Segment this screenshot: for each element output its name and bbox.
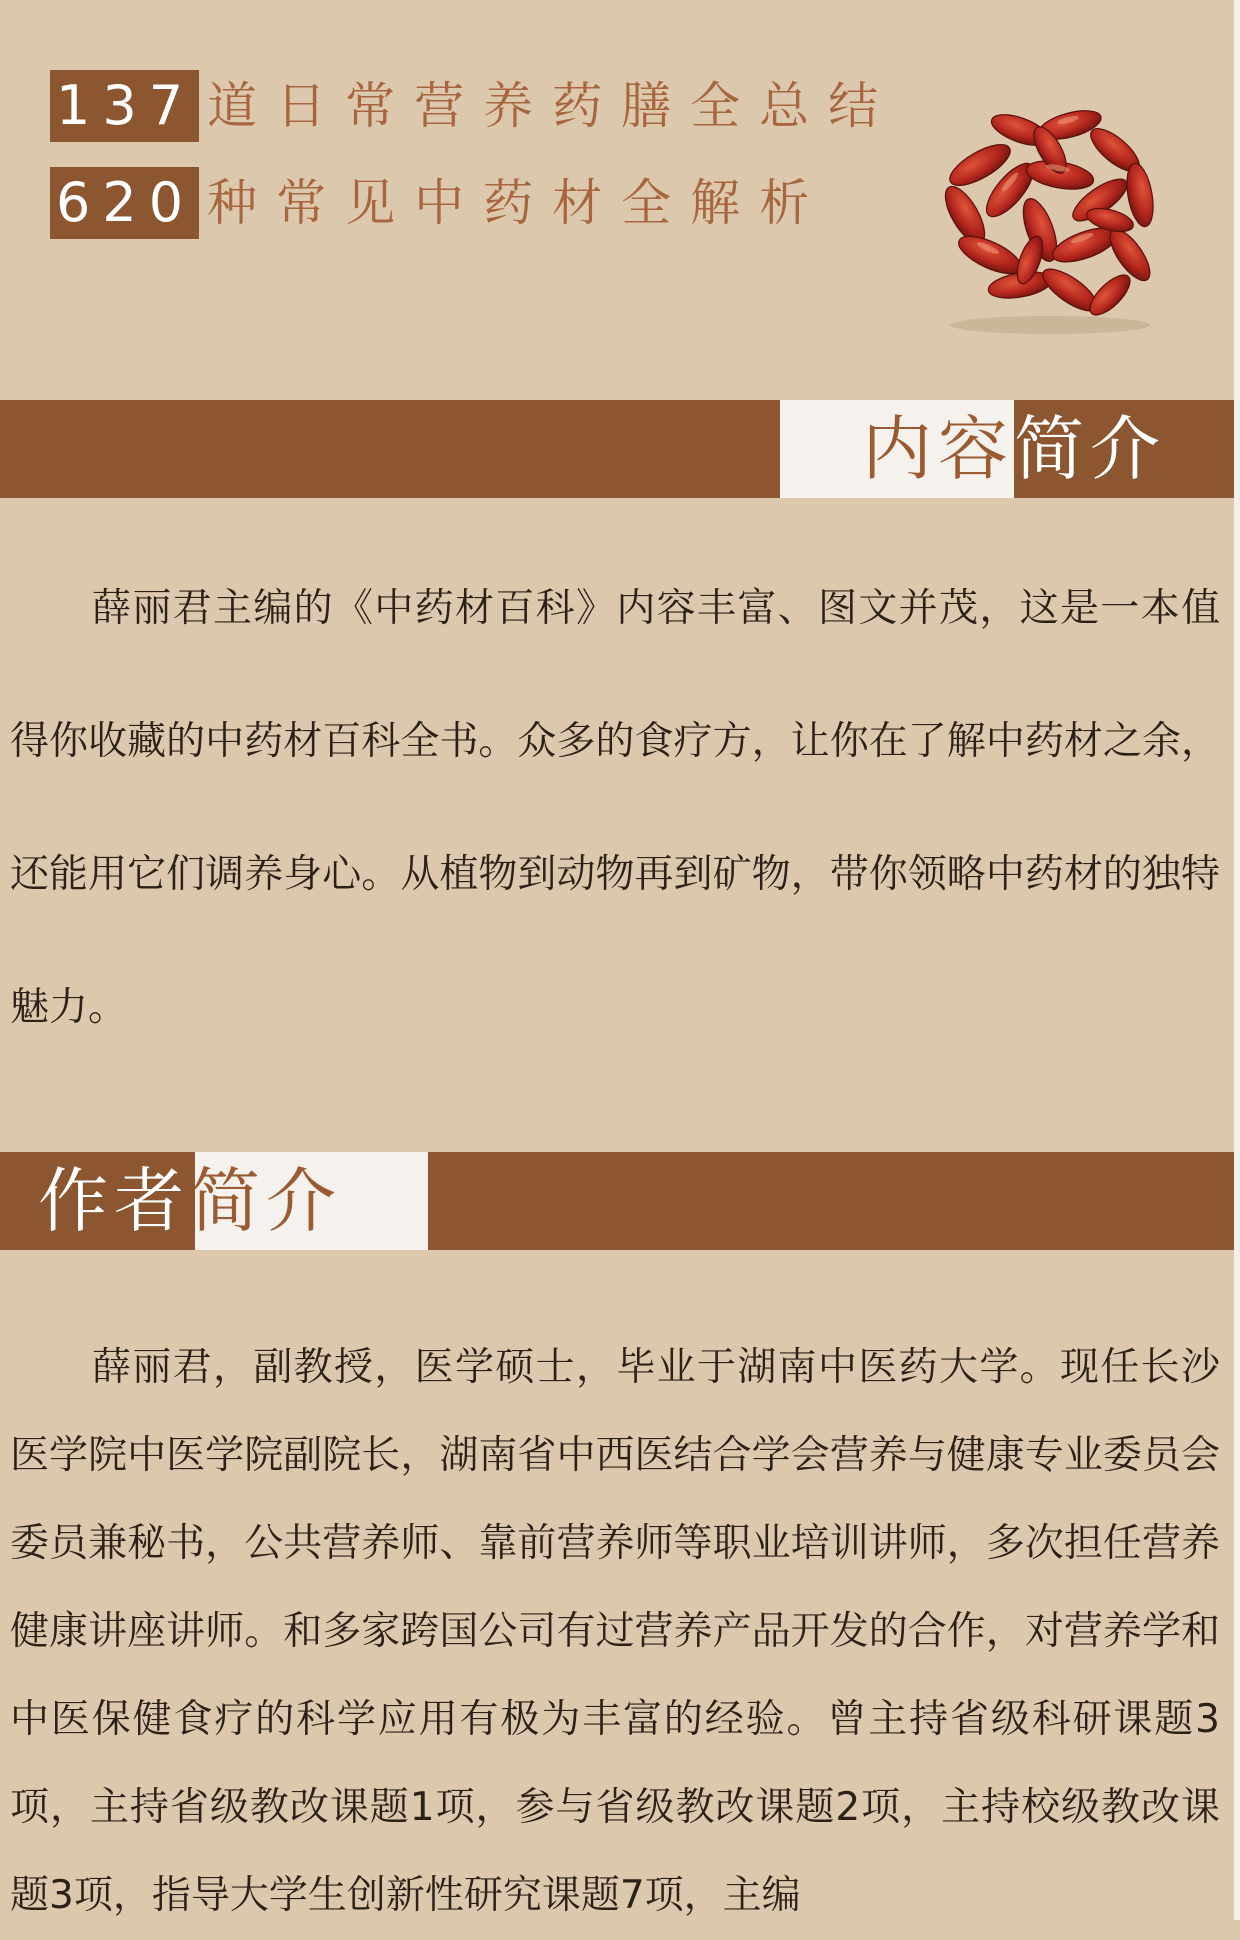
title-part-2: 简介 <box>190 1160 342 1242</box>
headline-recipes <box>50 69 897 143</box>
author-intro-text: 薛丽君，副教授，医学硕士，毕业于湖南中医药大学。现任长沙医学院中医学院副院长，湖南省中西医结合学会营养与健康专业委员会委员兼秘书，公共营养师、靠前营养师等职业培训讲师，多次担任营养健康讲座讲师。和多家跨国公司有过营养产品开发的合作，对营养学和中医保健食疗的科学应用有极为丰富的经验。曾主持省级科研课题3项，主持省级教改课题1项，参与省级教改课题2项，主持校级教改课题3项，指导大学生创新性研究课题7项，主编 <box>10 1345 1220 1918</box>
page-edge <box>1234 0 1240 1920</box>
title-part-2: 简介 <box>1014 408 1166 490</box>
goji-berries-image <box>910 70 1190 340</box>
headline-herbs <box>50 166 828 240</box>
recipes-headline-text: 道日常营养药膳全总结 <box>207 77 898 135</box>
title-part-1: 内容 <box>862 408 1014 490</box>
content-intro-title <box>862 400 1166 498</box>
recipes-count: 137 <box>50 70 199 142</box>
content-intro-text: 薛丽君主编的《中药材百科》内容丰富、图文并茂，这是一本值得你收藏的中药材百科全书。众多的食疗方，让你在了解中药材之余，还能用它们调养身心。从植物到动物再到矿物，带你领略中药材的独特魅力。 <box>10 586 1220 1030</box>
author-intro-title <box>38 1152 342 1250</box>
herbs-count: 620 <box>50 167 199 239</box>
author-intro-banner <box>0 1152 1234 1250</box>
title-part-1: 作者 <box>38 1160 190 1242</box>
content-intro-banner <box>0 400 1234 498</box>
herbs-headline-text: 种常见中药材全解析 <box>207 174 829 232</box>
